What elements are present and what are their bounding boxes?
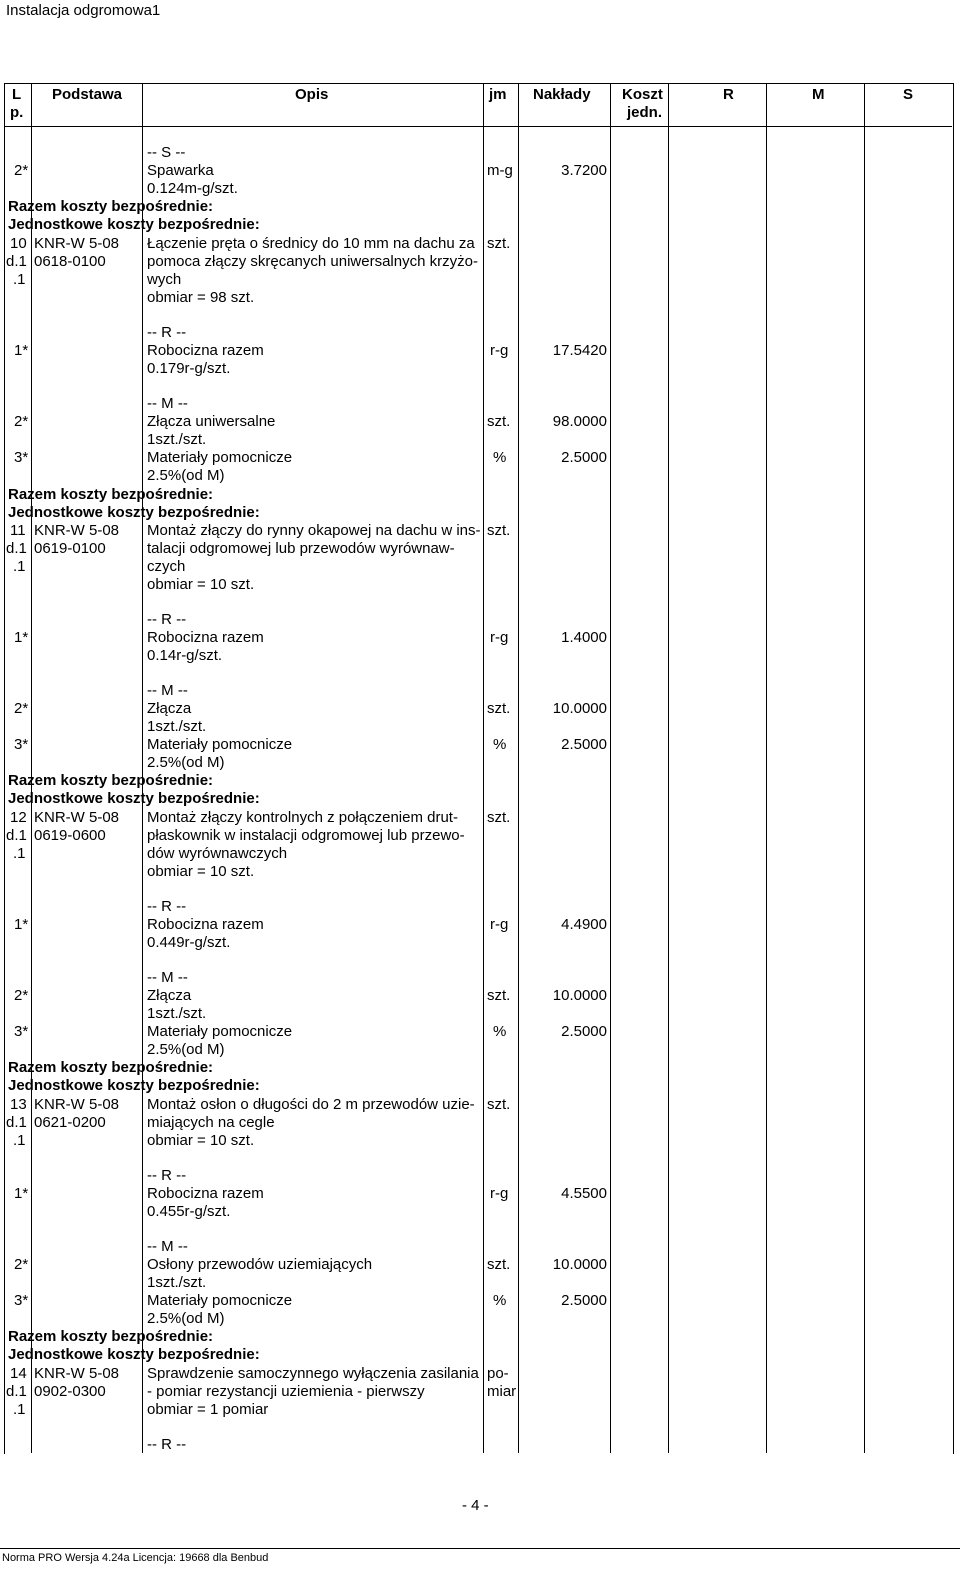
resource-name: Materiały pomocnicze [147, 1292, 293, 1309]
resource-lp: 1* [14, 916, 29, 933]
section-r-header: -- R -- [147, 324, 187, 341]
resource-naklady: 2.5000 [561, 1292, 607, 1309]
document-title: Instalacja odgromowa1 [6, 2, 161, 19]
resource-naklady: 3.7200 [561, 162, 607, 179]
razem-koszty: Razem koszty bezpośrednie: [8, 1328, 214, 1345]
item-lp: .1 [13, 558, 26, 575]
item-lp: 11 [10, 522, 26, 539]
column-divider [142, 83, 143, 1453]
jednostkowe-koszty: Jednostkowe koszty bezpośrednie: [8, 790, 260, 807]
resource-naklady: 2.5000 [561, 449, 607, 466]
resource-norm: 2.5%(od M) [147, 1041, 225, 1058]
resource-naklady: 10.0000 [552, 987, 607, 1004]
resource-jm: % [493, 449, 507, 466]
item-opis: płaskownik w instalacji odgromowej lub przewo- [147, 827, 465, 844]
resource-lp: 2* [14, 1256, 29, 1273]
item-podstawa: KNR-W 5-08 [34, 522, 120, 539]
resource-norm: 0.14r-g/szt. [147, 647, 223, 664]
column-divider [668, 83, 669, 1453]
item-podstawa: KNR-W 5-08 [34, 809, 120, 826]
header-lp: L [12, 86, 22, 103]
resource-jm: szt. [487, 987, 511, 1004]
item-podstawa: 0618-0100 [34, 253, 106, 270]
resource-jm: % [493, 1023, 507, 1040]
resource-name: Robocizna razem [147, 916, 264, 933]
item-podstawa: KNR-W 5-08 [34, 1096, 120, 1113]
resource-lp: 1* [14, 1185, 29, 1202]
jednostkowe-koszty: Jednostkowe koszty bezpośrednie: [8, 1077, 260, 1094]
item-jm: po- [487, 1365, 509, 1382]
resource-naklady: 2.5000 [561, 736, 607, 753]
item-lp: d.1 [6, 1383, 27, 1400]
item-lp: d.1 [6, 253, 27, 270]
resource-name: Osłony przewodów uziemiających [147, 1256, 373, 1273]
item-jm: szt. [487, 1096, 511, 1113]
section-r-header: -- R -- [147, 898, 187, 915]
resource-naklady: 98.0000 [552, 413, 607, 430]
resource-naklady: 10.0000 [552, 1256, 607, 1273]
section-s-header: -- S -- [147, 144, 186, 161]
resource-jm: m-g [487, 162, 513, 179]
item-lp: 13 [10, 1096, 27, 1113]
header-divider [4, 126, 952, 127]
section-m-header: -- M -- [147, 395, 188, 412]
resource-norm: 2.5%(od M) [147, 754, 225, 771]
section-m-header: -- M -- [147, 1238, 188, 1255]
item-opis: czych [147, 558, 186, 575]
resource-name: Złącza uniwersalne [147, 413, 276, 430]
item-podstawa: 0619-0100 [34, 540, 106, 557]
item-opis: Montaż złączy do rynny okapowej na dachu w ins- [147, 522, 481, 539]
item-podstawa: 0621-0200 [34, 1114, 106, 1131]
resource-jm: r-g [490, 629, 509, 646]
item-obmiar: obmiar = 10 szt. [147, 576, 255, 593]
resource-naklady: 2.5000 [561, 1023, 607, 1040]
header-jm: jm [489, 86, 507, 103]
resource-jm: szt. [487, 1256, 511, 1273]
resource-norm: 1szt./szt. [147, 718, 207, 735]
resource-norm: 1szt./szt. [147, 1005, 207, 1022]
resource-norm: 0.179r-g/szt. [147, 360, 231, 377]
item-obmiar: obmiar = 10 szt. [147, 1132, 255, 1149]
column-divider [864, 83, 865, 1453]
header-naklady: Nakłady [533, 86, 591, 103]
razem-koszty: Razem koszty bezpośrednie: [8, 198, 214, 215]
resource-norm: 2.5%(od M) [147, 1310, 225, 1327]
resource-norm: 1szt./szt. [147, 431, 207, 448]
resource-lp: 1* [14, 629, 29, 646]
header-opis: Opis [295, 86, 329, 103]
resource-jm: r-g [490, 1185, 509, 1202]
column-divider [766, 83, 767, 1453]
resource-naklady: 1.4000 [561, 629, 607, 646]
item-opis: Montaż złączy kontrolnych z połączeniem drut- [147, 809, 458, 826]
section-r-header: -- R -- [147, 1436, 187, 1453]
column-divider [483, 83, 484, 1453]
item-opis: Montaż osłon o długości do 2 m przewodów uzie- [147, 1096, 475, 1113]
razem-koszty: Razem koszty bezpośrednie: [8, 772, 214, 789]
resource-lp: 3* [14, 1292, 29, 1309]
header-koszt: Koszt [622, 86, 663, 103]
resource-name: Materiały pomocnicze [147, 449, 293, 466]
header-s: S [903, 86, 914, 103]
resource-jm: % [493, 736, 507, 753]
resource-lp: 2* [14, 700, 29, 717]
item-obmiar: obmiar = 1 pomiar [147, 1401, 269, 1418]
item-opis: - pomiar rezystancji uziemienia - pierwszy [147, 1383, 425, 1400]
item-lp: d.1 [6, 540, 27, 557]
resource-naklady: 17.5420 [552, 342, 607, 359]
resource-lp: 2* [14, 987, 29, 1004]
item-obmiar: obmiar = 98 szt. [147, 289, 255, 306]
resource-lp: 3* [14, 736, 29, 753]
item-opis: talacji odgromowej lub przewodów wyrównaw- [147, 540, 455, 557]
column-divider [610, 83, 611, 1453]
item-jm: szt. [487, 235, 511, 252]
resource-lp: 3* [14, 1023, 29, 1040]
resource-naklady: 4.4900 [561, 916, 607, 933]
resource-name: Złącza [147, 700, 192, 717]
resource-norm: 0.455r-g/szt. [147, 1203, 231, 1220]
column-divider [518, 83, 519, 1453]
item-opis: dów wyrównawczych [147, 845, 288, 862]
item-opis: pomoca złączy skręcanych uniwersalnych krzyżo- [147, 253, 478, 270]
resource-lp: 2* [14, 162, 29, 179]
item-jm: miar [487, 1383, 517, 1400]
resource-norm: 0.124m-g/szt. [147, 180, 238, 197]
header-podstawa: Podstawa [52, 86, 123, 103]
section-r-header: -- R -- [147, 611, 187, 628]
header-m: M [812, 86, 825, 103]
section-m-header: -- M -- [147, 969, 188, 986]
section-m-header: -- M -- [147, 682, 188, 699]
item-lp: .1 [13, 271, 26, 288]
resource-jm: % [493, 1292, 507, 1309]
header-r: R [723, 86, 734, 103]
section-r-header: -- R -- [147, 1167, 187, 1184]
item-opis: wych [147, 271, 182, 288]
item-jm: szt. [487, 522, 511, 539]
jednostkowe-koszty: Jednostkowe koszty bezpośrednie: [8, 504, 260, 521]
item-lp: .1 [13, 1401, 26, 1418]
item-opis: Łączenie pręta o średnicy do 10 mm na dachu za [147, 235, 475, 252]
item-lp: .1 [13, 845, 26, 862]
column-divider [31, 83, 32, 1453]
item-opis: miających na cegle [147, 1114, 275, 1131]
footer-text: Norma PRO Wersja 4.24a Licencja: 19668 dla Benbud [2, 1552, 269, 1564]
razem-koszty: Razem koszty bezpośrednie: [8, 486, 214, 503]
resource-jm: r-g [490, 916, 509, 933]
resource-name: Złącza [147, 987, 192, 1004]
resource-naklady: 4.5500 [561, 1185, 607, 1202]
resource-naklady: 10.0000 [552, 700, 607, 717]
resource-norm: 0.449r-g/szt. [147, 934, 231, 951]
resource-jm: szt. [487, 413, 511, 430]
resource-jm: szt. [487, 700, 511, 717]
header-koszt-jedn: jedn. [627, 104, 663, 121]
resource-jm: r-g [490, 342, 509, 359]
footer-divider [0, 1548, 960, 1549]
resource-name: Spawarka [147, 162, 214, 179]
resource-name: Robocizna razem [147, 1185, 264, 1202]
resource-lp: 3* [14, 449, 29, 466]
item-obmiar: obmiar = 10 szt. [147, 863, 255, 880]
resource-name: Robocizna razem [147, 342, 264, 359]
resource-name: Materiały pomocnicze [147, 1023, 293, 1040]
item-opis: Sprawdzenie samoczynnego wyłączenia zasilania [147, 1365, 479, 1382]
item-podstawa: 0619-0600 [34, 827, 106, 844]
resource-name: Robocizna razem [147, 629, 264, 646]
item-lp: .1 [13, 1132, 26, 1149]
jednostkowe-koszty: Jednostkowe koszty bezpośrednie: [8, 1346, 260, 1363]
item-podstawa: KNR-W 5-08 [34, 1365, 120, 1382]
razem-koszty: Razem koszty bezpośrednie: [8, 1059, 214, 1076]
resource-name: Materiały pomocnicze [147, 736, 293, 753]
item-podstawa: 0902-0300 [34, 1383, 106, 1400]
item-lp: d.1 [6, 827, 27, 844]
item-lp: d.1 [6, 1114, 27, 1131]
item-lp: 14 [10, 1365, 27, 1382]
item-podstawa: KNR-W 5-08 [34, 235, 120, 252]
resource-lp: 1* [14, 342, 29, 359]
item-lp: 12 [10, 809, 27, 826]
item-lp: 10 [10, 235, 27, 252]
item-jm: szt. [487, 809, 511, 826]
resource-lp: 2* [14, 413, 29, 430]
page-number: - 4 - [462, 1497, 489, 1514]
resource-norm: 1szt./szt. [147, 1274, 207, 1291]
resource-norm: 2.5%(od M) [147, 467, 225, 484]
jednostkowe-koszty: Jednostkowe koszty bezpośrednie: [8, 216, 260, 233]
header-lp-2: p. [10, 104, 24, 121]
